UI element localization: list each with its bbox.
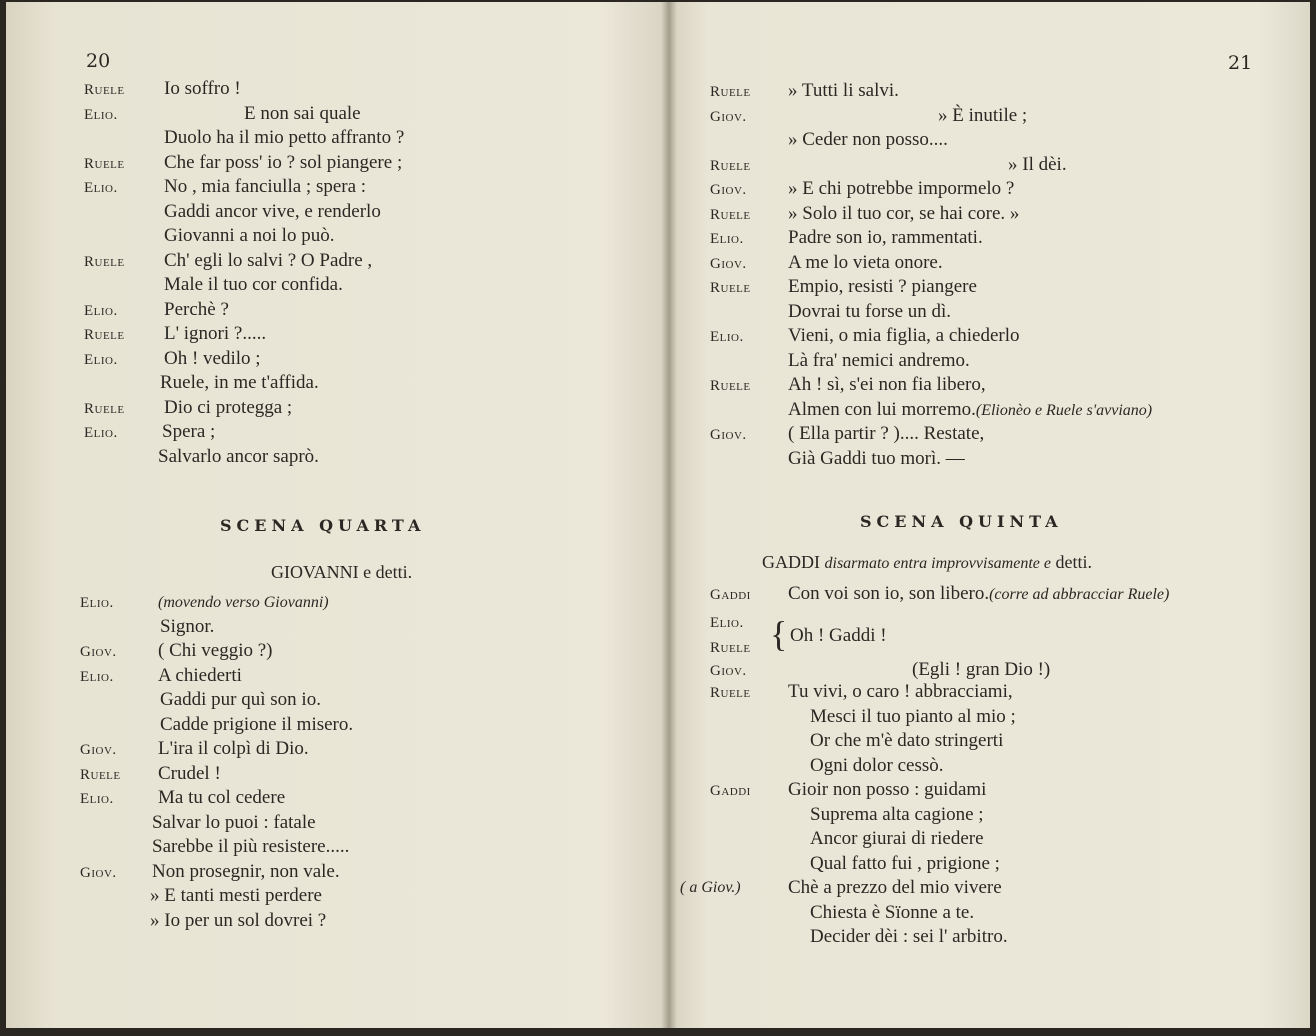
verse-line bbox=[788, 373, 986, 397]
right-page bbox=[668, 2, 1310, 1028]
verse-line bbox=[788, 202, 1019, 226]
scene-title: SCENA QUARTA bbox=[220, 516, 426, 535]
line-text: Oh ! vedilo ; bbox=[164, 347, 261, 369]
speaker-label: Gaddi bbox=[710, 587, 751, 603]
line-text: ( Chi veggio ?) bbox=[158, 640, 273, 661]
verse-line bbox=[810, 925, 1008, 949]
verse-line bbox=[164, 200, 381, 224]
speaker-label: Elio. bbox=[710, 231, 744, 247]
verse-line bbox=[788, 324, 1020, 348]
page-number: 20 bbox=[86, 50, 111, 72]
speaker-label: Elio. bbox=[80, 595, 114, 611]
verse-line bbox=[788, 349, 970, 373]
line-text: Ruele, in me t'affida. bbox=[160, 372, 319, 393]
speaker-label: Giov. bbox=[80, 742, 117, 758]
verse-line bbox=[164, 77, 241, 101]
verse-line bbox=[788, 422, 984, 446]
scene-title: SCENA QUINTA bbox=[860, 512, 1063, 531]
stage-direction: (Elionèo e Ruele s'avviano) bbox=[975, 401, 1153, 419]
speaker-label: Ruele bbox=[84, 327, 125, 343]
verse-line bbox=[810, 754, 944, 778]
line-text: » E tanti mesti perdere bbox=[150, 885, 322, 906]
verse-line bbox=[788, 177, 1014, 201]
line-text: Qual fatto fui , prigione ; bbox=[810, 852, 1000, 874]
line-text: Dio ci protegga ; bbox=[164, 396, 293, 418]
line-text: Ma tu col cedere bbox=[158, 787, 286, 808]
brace-mark: { bbox=[770, 614, 788, 654]
book-gutter bbox=[661, 2, 677, 1028]
stage-direction: (movendo verso Giovanni) bbox=[158, 594, 329, 611]
verse-line bbox=[162, 420, 215, 444]
verse-line bbox=[158, 590, 329, 615]
verse-line bbox=[788, 226, 983, 250]
speaker-label: Gaddi bbox=[710, 783, 751, 799]
speaker-label: Elio. bbox=[84, 425, 118, 441]
verse-line bbox=[788, 398, 1152, 423]
line-text: » Il dèi. bbox=[1008, 153, 1067, 175]
speaker-label: Ruele bbox=[710, 84, 751, 100]
speaker-label: Giov. bbox=[710, 255, 747, 272]
speaker-label: Ruele bbox=[710, 640, 751, 656]
speaker-label: Giov. bbox=[80, 644, 117, 660]
line-text: Tu vivi, o caro ! abbracciami, bbox=[788, 681, 1013, 702]
speaker-label: Ruele bbox=[710, 280, 751, 296]
verse-line bbox=[152, 835, 349, 859]
line-text: » Ceder non posso.... bbox=[788, 129, 948, 150]
verse-line bbox=[158, 762, 221, 786]
line-text: Mesci il tuo pianto al mio ; bbox=[810, 705, 1016, 727]
line-text: Non prosegnir, non vale. bbox=[152, 860, 340, 882]
line-text: Salvar lo puoi : fatale bbox=[152, 811, 316, 833]
speaker-label: Elio. bbox=[80, 791, 114, 807]
left-page bbox=[6, 2, 668, 1028]
line-text: Vieni, o mia figlia, a chiederlo bbox=[788, 325, 1020, 346]
verse-line bbox=[158, 639, 273, 663]
speaker-label: Giov. bbox=[710, 108, 747, 125]
page-number: 21 bbox=[1228, 52, 1253, 74]
speaker-label: Ruele bbox=[84, 400, 125, 417]
speaker-label: Elio. bbox=[84, 351, 118, 368]
cast-line bbox=[762, 552, 1092, 573]
line-text: Almen con lui morremo. bbox=[788, 398, 976, 420]
verse-line bbox=[244, 102, 361, 126]
speaker-label: Elio. bbox=[710, 615, 744, 631]
line-text: » Solo il tuo cor, se hai core. » bbox=[788, 202, 1020, 224]
line-text: Ch' egli lo salvi ? O Padre , bbox=[164, 249, 373, 271]
verse-line bbox=[160, 688, 321, 712]
speaker-label: Elio. bbox=[84, 180, 118, 196]
line-text: Ancor giurai di riedere bbox=[810, 828, 984, 849]
verse-line bbox=[152, 860, 340, 884]
verse-line bbox=[160, 371, 319, 395]
line-text: Suprema alta cagione ; bbox=[810, 803, 984, 825]
line-text: Chiesta è Sïonne a te. bbox=[810, 901, 975, 923]
line-text: ( Ella partir ? ).... Restate, bbox=[788, 423, 985, 444]
verse-line bbox=[158, 737, 309, 761]
verse-line bbox=[788, 128, 948, 152]
verse-line bbox=[164, 175, 366, 199]
line-text: L' ignori ?..... bbox=[164, 323, 267, 344]
speaker-label: Ruele bbox=[84, 155, 125, 172]
line-text: Gaddi pur quì son io. bbox=[160, 689, 321, 710]
speaker-label: Ruele bbox=[84, 253, 125, 270]
verse-line bbox=[164, 298, 229, 322]
line-text: Dovrai tu forse un dì. bbox=[788, 300, 952, 322]
speaker-label: Elio. bbox=[84, 106, 118, 123]
verse-line bbox=[788, 778, 986, 802]
line-text: Là fra' nemici andremo. bbox=[788, 349, 970, 371]
verse-line bbox=[1008, 153, 1067, 177]
verse-line bbox=[150, 884, 322, 908]
speaker-label: Giov. bbox=[710, 427, 747, 443]
line-text: Spera ; bbox=[162, 421, 216, 442]
line-text: Gioir non posso : guidami bbox=[788, 779, 987, 800]
open-book bbox=[6, 2, 1310, 1028]
verse-line bbox=[158, 664, 242, 688]
verse-line bbox=[810, 827, 984, 851]
line-text: Gaddi ancor vive, e renderlo bbox=[164, 200, 381, 222]
cast-tail: detti. bbox=[1055, 552, 1092, 572]
line-text: Già Gaddi tuo morì. — bbox=[788, 447, 965, 469]
verse-line bbox=[164, 322, 266, 346]
line-text: A chiederti bbox=[158, 664, 242, 686]
cast-line: GIOVANNI e detti. bbox=[271, 562, 413, 582]
line-text: Ah ! sì, s'ei non fia libero, bbox=[788, 374, 986, 395]
verse-line bbox=[164, 396, 292, 420]
verse-line bbox=[164, 249, 372, 273]
verse-line bbox=[788, 79, 899, 103]
verse-line bbox=[810, 901, 974, 925]
line-text: Male il tuo cor confida. bbox=[164, 274, 343, 295]
verse-line bbox=[158, 786, 285, 810]
line-text: Io soffro ! bbox=[164, 78, 241, 99]
line-text: Empio, resisti ? piangere bbox=[788, 276, 977, 297]
speaker-label: Ruele bbox=[80, 766, 121, 783]
line-text: Perchè ? bbox=[164, 298, 229, 320]
stage-direction: ( a Giov.) bbox=[680, 879, 741, 896]
verse-line bbox=[164, 273, 343, 297]
line-text: » E chi potrebbe impormelo ? bbox=[788, 178, 1015, 199]
line-text: L'ira il colpì di Dio. bbox=[158, 738, 309, 759]
speaker-label: Ruele bbox=[710, 685, 751, 701]
verse-line bbox=[810, 729, 1003, 753]
line-text: » Tutti li salvi. bbox=[788, 80, 899, 101]
line-text: Giovanni a noi lo può. bbox=[164, 225, 335, 246]
line-text: No , mia fanciulla ; spera : bbox=[164, 176, 367, 197]
speaker-label: Elio. bbox=[710, 329, 744, 345]
line-text: Duolo ha il mio petto affranto ? bbox=[164, 127, 405, 148]
speaker-label: Ruele bbox=[710, 206, 751, 223]
verse-line bbox=[788, 300, 951, 324]
verse-line bbox=[938, 104, 1027, 128]
speaker-label: Elio. bbox=[84, 302, 118, 319]
line-text: Chè a prezzo del mio vivere bbox=[788, 877, 1002, 898]
line-text: A me lo vieta onore. bbox=[788, 251, 943, 273]
line-text: Padre son io, rammentati. bbox=[788, 227, 983, 248]
line-text: Signor. bbox=[160, 615, 215, 637]
speaker-label: Giov. bbox=[710, 182, 747, 198]
line-text: Ogni dolor cessò. bbox=[810, 754, 944, 776]
line-text: E non sai quale bbox=[244, 102, 361, 124]
verse-line bbox=[912, 658, 1050, 682]
line-text: Crudel ! bbox=[158, 762, 221, 784]
verse-line bbox=[158, 445, 319, 469]
verse-line bbox=[788, 251, 943, 275]
verse-line bbox=[788, 275, 977, 299]
speaker-label: Elio. bbox=[80, 668, 114, 685]
speaker-label: Giov. bbox=[710, 663, 747, 679]
cast-direction: disarmato entra improvvisamente e bbox=[824, 555, 1051, 572]
verse-line bbox=[160, 615, 214, 639]
speaker-label: Ruele bbox=[84, 82, 125, 98]
verse-line bbox=[164, 126, 404, 150]
speaker-label: Ruele bbox=[710, 157, 751, 174]
joint-line: Oh ! Gaddi ! bbox=[790, 625, 887, 646]
line-text: Cadde prigione il misero. bbox=[160, 713, 354, 735]
line-text: Che far poss' io ? sol piangere ; bbox=[164, 151, 403, 173]
verse-line bbox=[680, 876, 1002, 900]
verse-line bbox=[788, 680, 1013, 704]
cast-name: GADDI bbox=[762, 552, 820, 572]
line-text: (Egli ! gran Dio !) bbox=[912, 659, 1051, 680]
verse-line bbox=[788, 447, 965, 471]
verse-line bbox=[164, 224, 334, 248]
verse-line bbox=[152, 811, 316, 835]
line-text: Salvarlo ancor saprò. bbox=[158, 445, 319, 467]
line-text: Con voi son io, son libero. bbox=[788, 583, 990, 604]
speaker-label: Ruele bbox=[710, 378, 751, 394]
verse-line bbox=[810, 852, 1000, 876]
verse-line bbox=[810, 803, 984, 827]
line-text: Decider dèi : sei l' arbitro. bbox=[810, 926, 1008, 947]
verse-line bbox=[810, 705, 1016, 729]
line-text: » È inutile ; bbox=[938, 104, 1028, 126]
verse-line bbox=[788, 582, 1169, 607]
line-text: Or che m'è dato stringerti bbox=[810, 730, 1004, 751]
verse-line bbox=[150, 909, 326, 933]
line-text: » Io per un sol dovrei ? bbox=[150, 909, 327, 931]
verse-line bbox=[164, 151, 402, 175]
stage-direction: (corre ad abbracciar Ruele) bbox=[989, 586, 1170, 603]
verse-line bbox=[164, 347, 261, 371]
line-text: Sarebbe il più resistere..... bbox=[152, 836, 350, 857]
verse-line bbox=[160, 713, 353, 737]
speaker-label: Giov. bbox=[80, 864, 117, 881]
